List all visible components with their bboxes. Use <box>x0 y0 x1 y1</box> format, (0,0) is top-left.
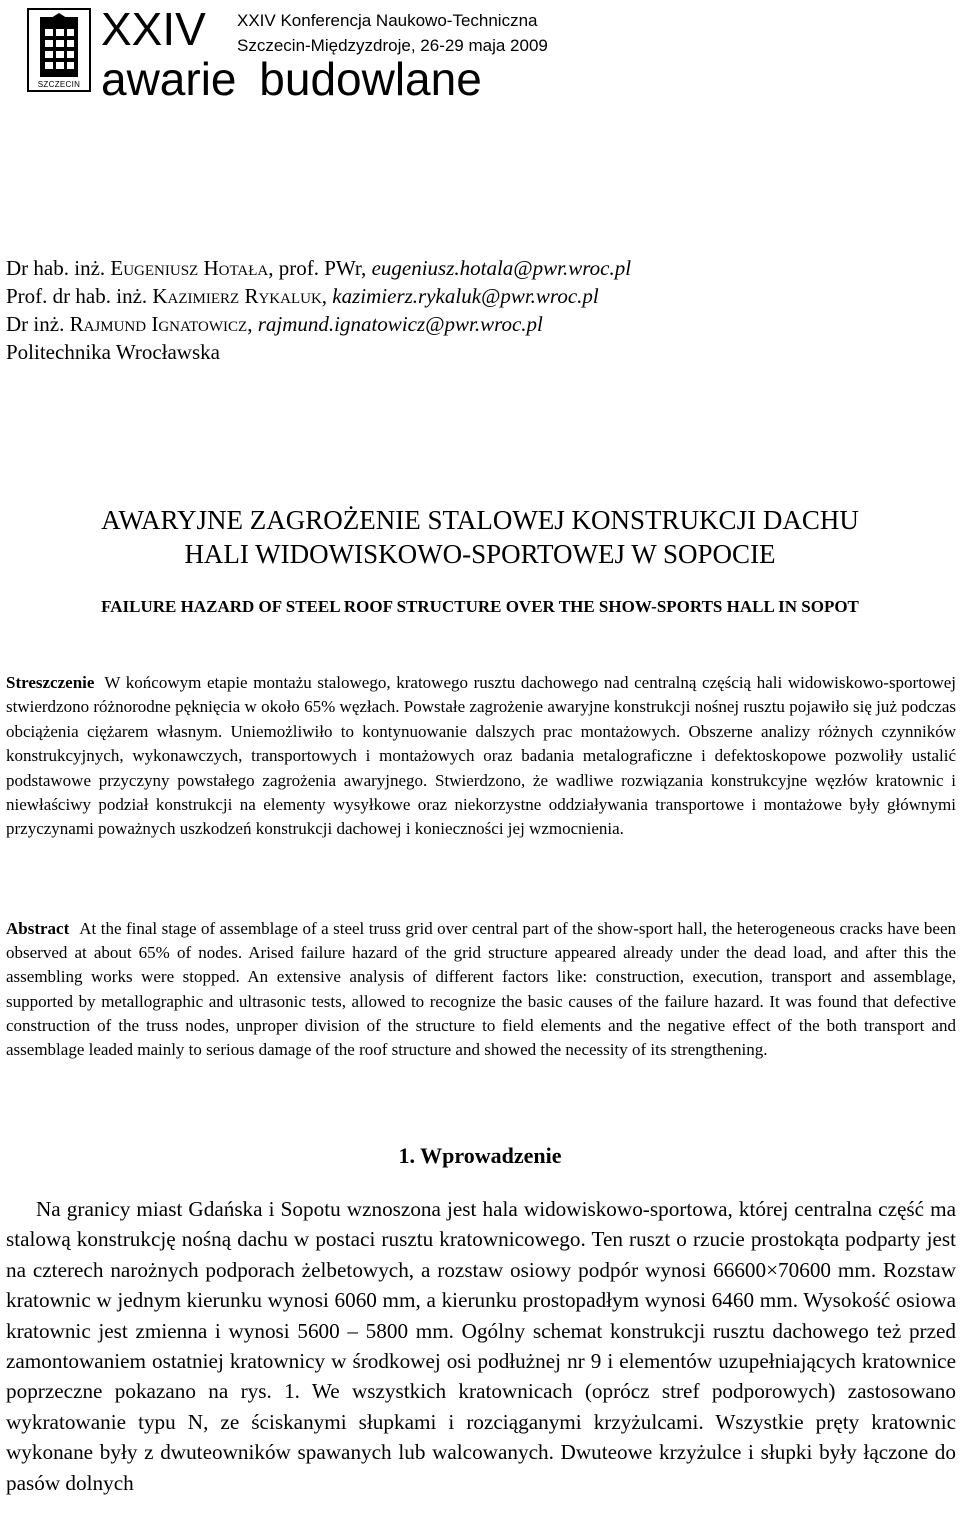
title-line-1: AWARYJNE ZAGROŻENIE STALOWEJ KONSTRUKCJI DACHU <box>101 505 859 535</box>
abstract-label: Abstract <box>6 919 70 938</box>
author-email: eugeniusz.hotala@pwr.wroc.pl <box>371 256 632 280</box>
paper-title-english: FAILURE HAZARD OF STEEL ROOF STRUCTURE OVER THE SHOW-SPORTS HALL IN SOPOT <box>101 597 859 616</box>
author-line <box>6 254 631 282</box>
author-block <box>6 254 631 366</box>
affiliation: Politechnika Wrocławska <box>6 340 220 364</box>
author-email: rajmund.ignatowicz@pwr.wroc.pl <box>257 312 543 336</box>
conference-name: XXIV Konferencja Naukowo-Techniczna <box>237 11 538 30</box>
author-email: kazimierz.rykaluk@pwr.wroc.pl <box>332 284 599 308</box>
abstract-label: Streszczenie <box>6 673 95 692</box>
building-logo-icon <box>32 13 86 79</box>
logo-caption: SZCZECIN <box>37 80 81 89</box>
author-suffix: , <box>321 284 333 308</box>
author-line <box>6 310 631 338</box>
abstract-text: W końcowym etapie montażu stalowego, kratowego rusztu dachowego nad centralną częścią hali widowiskowo-sportowej stwierdzono różnorodne pęknięcia w około 65% węzłach. Powstałe zagrożenie awaryjne konstrukcji nośnej rusztu pojawiło się już podczas obciążenia ciężarem własnym. Uniemożliwiło to kontynuowanie dalszych prac montażowych. Obszerne analizy różnych czynników konstrukcyjnych, wykonawczych, transportowych i montażowych oraz badania metalograficzne i defektoskopowe pozwoliły ustalić podstawowe przyczyny powstałego zagrożenia awaryjnego. Stwierdzono, że wadliwe rozwiązania konstrukcyjne węzłów kratownic i niewłaściwy podział konstrukcji na elementy wysyłkowe oraz niekorzystne oddziaływania transportowe i montażowe były głównymi przyczynami poważnych uszkodzeń konstrukcji dachowej i konieczności jej wzmocnienia. <box>6 673 956 839</box>
abstract-english <box>6 917 956 1062</box>
author-degree: Prof. dr hab. inż. <box>6 284 148 308</box>
author-degree: Dr hab. inż. <box>6 256 106 280</box>
section-heading: 1. Wprowadzenie <box>398 1143 562 1168</box>
author-name: Rajmund Ignatowicz <box>69 312 248 336</box>
conference-series-title: awarie budowlane <box>101 53 482 105</box>
intro-paragraph: Na granicy miast Gdańska i Sopotu wznoszona jest hala widowiskowo-sportowa, której centralna część ma stalową konstrukcję nośną dachu w postaci rusztu kratownicowego. Ten ruszt o rzucie prostokąta podparty jest na czterech narożnych podporach żelbetowych, a rozstaw osiowy podpór wynosi 66600×70600 mm. Rozstaw kratownic w jednym kierunku wynosi 6060 mm, a kierunku prostopadłym wynosi 6460 mm. Wysokość osiowa kratownic jest zmienna i wynosi 5600 – 5800 mm. Ogólny schemat konstrukcji rusztu dachowego też przed zamontowaniem ostatniej kratownicy w środkowej osi podłużnej nr 9 i elementów uzupełniających kratownice poprzeczne pokazano na rys. 1. We wszystkich kratownicach (oprócz stref podporowych) zastosowano wykratowanie typu N, ze ściskanymi słupkami i rozciąganymi krzyżulcami. Wszystkie pręty kratownic wykonane były z dwuteowników spawanych lub walcowanych. Dwuteowe krzyżulce i słupki były łączone do pasów dolnych <box>6 1197 956 1495</box>
abstract-text: At the final stage of assemblage of a steel truss grid over central part of the show-sport hall, the heterogeneous cracks have been observed at about 65% of nodes. Arised failure hazard of the grid structure appeared already under the dead load, and after this the assembling works were stopped. An extensive analysis of different factors like: construction, execution, transport and assemblage, supported by metallographic and ultrasonic tests, allowed to recognize the basic causes of the failure hazard. It was found that defective construction of the truss nodes, unproper division of the structure to field elements and the negative effect of the both transport and assemblage leaded mainly to serious damage of the roof structure and showed the necessity of its strengthening. <box>6 919 956 1060</box>
conference-number: XXIV <box>101 3 206 55</box>
author-degree: Dr inż. <box>6 312 65 336</box>
conference-place-date: Szczecin-Międzyzdroje, 26-29 maja 2009 <box>237 36 548 55</box>
author-suffix: , <box>247 312 258 336</box>
author-suffix: , prof. PWr, <box>268 256 372 280</box>
abstract-polish <box>6 671 956 842</box>
title-line-2: HALI WIDOWISKOWO-SPORTOWEJ W SOPOCIE <box>184 539 776 569</box>
author-name: Eugeniusz Hotała <box>110 256 269 280</box>
conference-header <box>27 3 937 105</box>
conference-logo <box>27 8 91 92</box>
author-name: Kazimierz Rykaluk <box>152 284 322 308</box>
author-line <box>6 282 631 310</box>
paper-title-polish <box>0 503 960 571</box>
